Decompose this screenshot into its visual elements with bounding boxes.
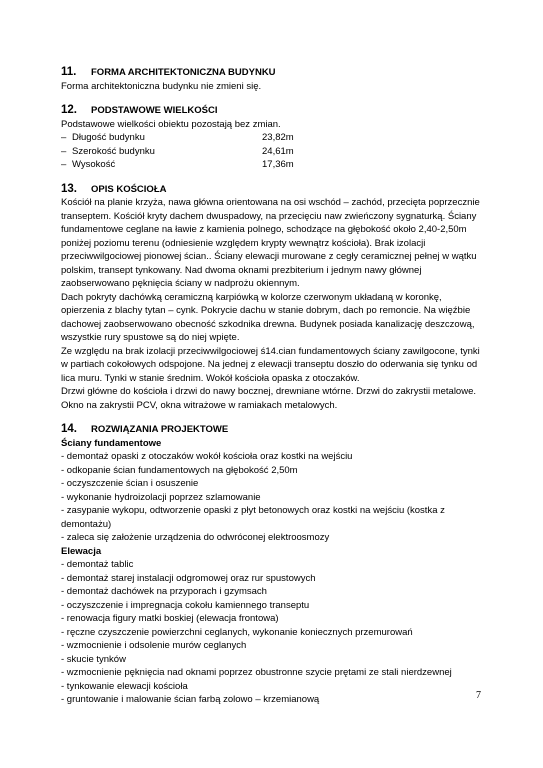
list-item: - renowacja figury matki boskiej (elewacja frontowa) (61, 613, 279, 624)
paragraph: Drzwi główne do kościoła i drzwi do nawy bocznej, drewniane wtórne. Drzwi do zakrystii metalowe. Okno na zakrystii PCV, okna witrażowe w ramiakach metalowych. (61, 386, 477, 411)
section-title: OPIS KOŚCIOŁA (91, 183, 167, 195)
list-item: - tynkowanie elewacji kościoła (61, 680, 188, 692)
page-number: 7 (476, 690, 481, 701)
section-11-text: Forma architektoniczna budynku nie zmieni się. (61, 80, 262, 92)
section-number: 14. (61, 423, 77, 435)
subsection-heading: Elewacja (61, 545, 102, 557)
section-number: 12. (61, 104, 77, 116)
list-item: - oczyszczenie i impregnacja cokołu kamiennego transeptu (61, 599, 310, 611)
list-item: - zaleca się założenie urządzenia do odwróconej elektroosmozy (61, 532, 330, 543)
list-item: - zasypanie wykopu, odtworzenie opaski z płyt betonowych oraz kostki na wejściu (kostka z demontażu) (61, 505, 445, 530)
dimension-label: Szerokość budynku (72, 145, 155, 157)
list-item: - demontaż dachówek na przyporach i gzymsach (61, 586, 267, 597)
section-12-heading (61, 104, 481, 118)
list-item: - wykonanie hydroizolacji poprzez szlamowanie (61, 491, 261, 503)
section-12-intro: Podstawowe wielkości obiektu pozostają bez zmian. (61, 118, 281, 130)
dimension-value: 23,82m (262, 132, 294, 143)
list-item: - demontaż starej instalacji odgromowej oraz rur spustowych (61, 572, 316, 584)
section-number: 11. (61, 66, 77, 78)
task-list (61, 450, 481, 545)
paragraph: Dach pokryty dachówką ceramiczną karpiówką w kolorze czerwonym układaną w koronkę, opierzenia z blachy tytan – cynk. Pokrycie dachu w stanie dobrym, dach po remoncie. Na więźbie dachowej zaobserwowano obecność szkodnika drewna. Budynek posiada kanalizację deszczową, wszystkie rury spustowe są do niej wpięte. (61, 291, 475, 343)
dimension-row (61, 145, 481, 159)
dimension-label: Długość budynku (72, 132, 145, 143)
dimension-dash: – (61, 132, 67, 143)
list-item: - wzmocnienie i odsolenie murów ceglanych (61, 640, 247, 651)
page-content (61, 66, 481, 707)
dimension-dash: – (61, 159, 67, 170)
dimension-row (61, 131, 481, 145)
list-item: - wzmocnienie pęknięcia nad oknami poprzez obustronne szycie prętami ze stali nierdzewnej (61, 667, 452, 678)
list-item: - demontaż tablic (61, 559, 134, 570)
dimension-row (61, 158, 481, 172)
dimension-label: Wysokość (72, 159, 116, 170)
section-title: ROZWIĄZANIA PROJEKTOWE (91, 424, 229, 435)
paragraph: Ze względu na brak izolacji przeciwwilgociowej ś14.cian fundamentowych ściany zawilgocone, tynki w partiach cokołowych odspojone. Na jednej z elewacji transeptu doszło do oderwania się tynku od lica muru. Tynki w stanie średnim. Wokół kościoła opaska z otoczaków. (61, 345, 480, 384)
dimension-value: 24,61m (262, 145, 294, 157)
paragraph: Kościół na planie krzyża, nawa główna orientowana na osi wschód – zachód, przecięta poprzecznie transeptem. Kościół kryty dachem dwuspadowy, na przecięciu naw zwieńczony sygnaturką. Ściany fundamentowe ceglane na ławie z kamienia polnego, schodzące na głębokość około 2,40-2,50m poniżej poziomu terenu (odniesienie względem krypty wewnątrz kościoła). Brak izolacji przeciwwilgociowej pionowej ścian.. Ściany elewacji murowane z cegły ceramicznej pełnej w wątku polskim, transept tynkowany. Nad dwoma oknami prezbiterium i jednym nawy głównej zaobserwowano pęknięcia ściany w nadprożu okiennym. (61, 197, 480, 289)
dimension-value: 17,36m (262, 159, 294, 170)
dimensions-list (61, 131, 481, 172)
dimension-dash: – (61, 145, 67, 157)
list-item: - demontaż opaski z otoczaków wokół kościoła oraz kostki na wejściu (61, 451, 353, 462)
section-title: PODSTAWOWE WIELKOŚCI (91, 105, 218, 116)
section-number: 13. (61, 182, 77, 195)
section-14-heading (61, 423, 481, 437)
section-title: FORMA ARCHITEKTONICZNA BUDYNKU (91, 67, 276, 78)
subsection-heading: Ściany fundamentowe (61, 437, 162, 449)
list-item: - oczyszczenie ścian i osuszenie (61, 478, 199, 489)
section-11-heading (61, 66, 481, 80)
list-item: - ręczne czyszczenie powierzchni ceglanych, wykonanie koniecznych przemurowań (61, 626, 413, 638)
list-item: - gruntowanie i malowanie ścian farbą zolowo – krzemianową (61, 694, 320, 705)
section-13-heading (61, 183, 481, 197)
list-item: - skucie tynków (61, 653, 126, 665)
list-item: - odkopanie ścian fundamentowych na głębokość 2,50m (61, 464, 298, 476)
task-list (61, 558, 481, 707)
